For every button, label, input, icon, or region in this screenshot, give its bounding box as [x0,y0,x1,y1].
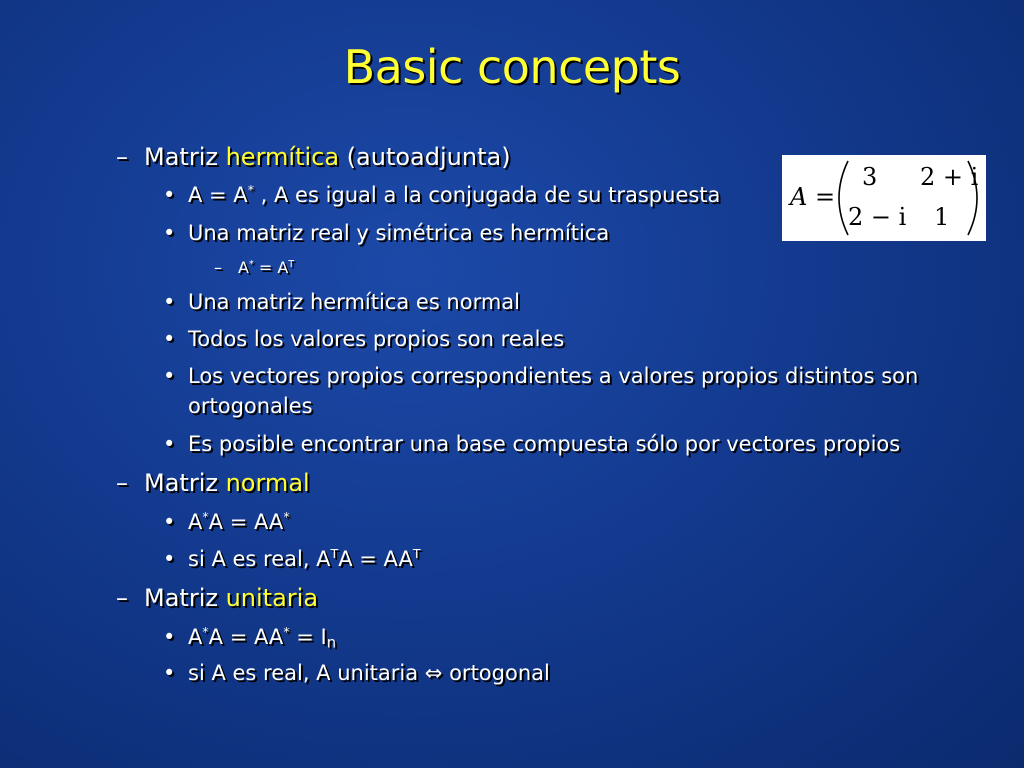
item-text: Es posible encontrar una base compuesta sólo por vectores propios [188,432,901,456]
item-text [188,623,337,652]
heading-suffix: (autoadjunta) [339,143,511,171]
heading-keyword: normal [225,469,310,497]
superscript: T [330,545,339,561]
text-part: , A es igual a la conjugada de su traspuesta [253,183,721,207]
list-item [163,432,901,456]
bullet-icon: • [163,432,176,456]
text-part: = A [253,258,289,277]
item-text-line1: Los vectores propios correspondientes a valores propios distintos son [188,364,919,388]
dash-marker: – [214,258,222,277]
bullet-icon: • [163,625,176,649]
item-text: Todos los valores propios son reales [188,327,565,351]
text-part: A [238,258,249,277]
list-item [163,623,337,652]
item-text-line2: ortogonales [188,394,313,418]
item-text [188,183,720,207]
superscript: * [247,181,254,197]
item-text [188,510,290,534]
matrix-cell: 2 − i [848,203,907,231]
bullet-icon: • [163,183,176,207]
text-part: A [188,510,203,534]
list-item [163,545,421,571]
heading-text [144,584,318,612]
heading-text [144,469,310,497]
double-arrow-icon: ⇔ [424,661,443,685]
item-text [188,661,550,685]
superscript: * [202,623,209,639]
dash-marker: – [116,584,128,612]
bullet-icon: • [163,547,176,571]
list-item [163,661,550,685]
text-part: A = A [188,183,248,207]
superscript: * [283,508,290,524]
heading-prefix: Matriz [144,469,226,497]
superscript: T [288,258,295,270]
superscript: T [412,545,421,561]
dash-marker: – [116,143,128,171]
text-part: si A es real, A unitaria [188,661,425,685]
left-paren-icon [839,161,848,235]
list-item [163,221,610,245]
heading-prefix: Matriz [144,584,226,612]
matrix-cell: 1 [934,203,950,231]
matrix-lhs: A = [790,183,836,211]
list-item [163,327,565,351]
text-part: = I [289,625,327,649]
heading-keyword: hermítica [225,143,340,171]
superscript: * [202,508,209,524]
text-part: A = AA [208,625,284,649]
matrix-figure [782,155,986,241]
bullet-icon: • [163,327,176,351]
bullet-icon: • [163,510,176,534]
list-item [163,508,290,534]
item-text: Una matriz real y simétrica es hermítica [188,221,610,245]
section-unitary-heading [116,584,319,612]
item-text [188,547,421,571]
matrix-cell: 2 + i [920,163,979,191]
text-part: ortogonal [442,661,550,685]
matrix-cell: 3 [862,163,878,191]
bullet-icon: • [163,290,176,314]
superscript: * [248,258,254,270]
bullet-icon: • [163,364,176,388]
bullet-icon: • [163,221,176,245]
bullet-icon: • [163,661,176,685]
dash-marker: – [116,469,128,497]
text-part: A = AA [338,547,413,571]
heading-prefix: Matriz [144,143,226,171]
section-normal-heading [116,469,310,497]
text-part: A [188,625,203,649]
section-hermitian-heading [116,143,511,171]
list-item [163,181,721,207]
list-item [163,364,919,418]
item-text [238,258,294,277]
superscript: * [283,623,290,639]
item-text: Una matriz hermítica es normal [188,290,521,314]
list-item [163,290,521,314]
heading-text [144,143,511,171]
heading-keyword: unitaria [225,584,319,612]
slide-title: Basic concepts [343,40,681,94]
sub-list-item [214,258,295,277]
subscript: n [326,634,337,652]
text-part: si A es real, A [188,547,331,571]
text-part: A = AA [208,510,284,534]
